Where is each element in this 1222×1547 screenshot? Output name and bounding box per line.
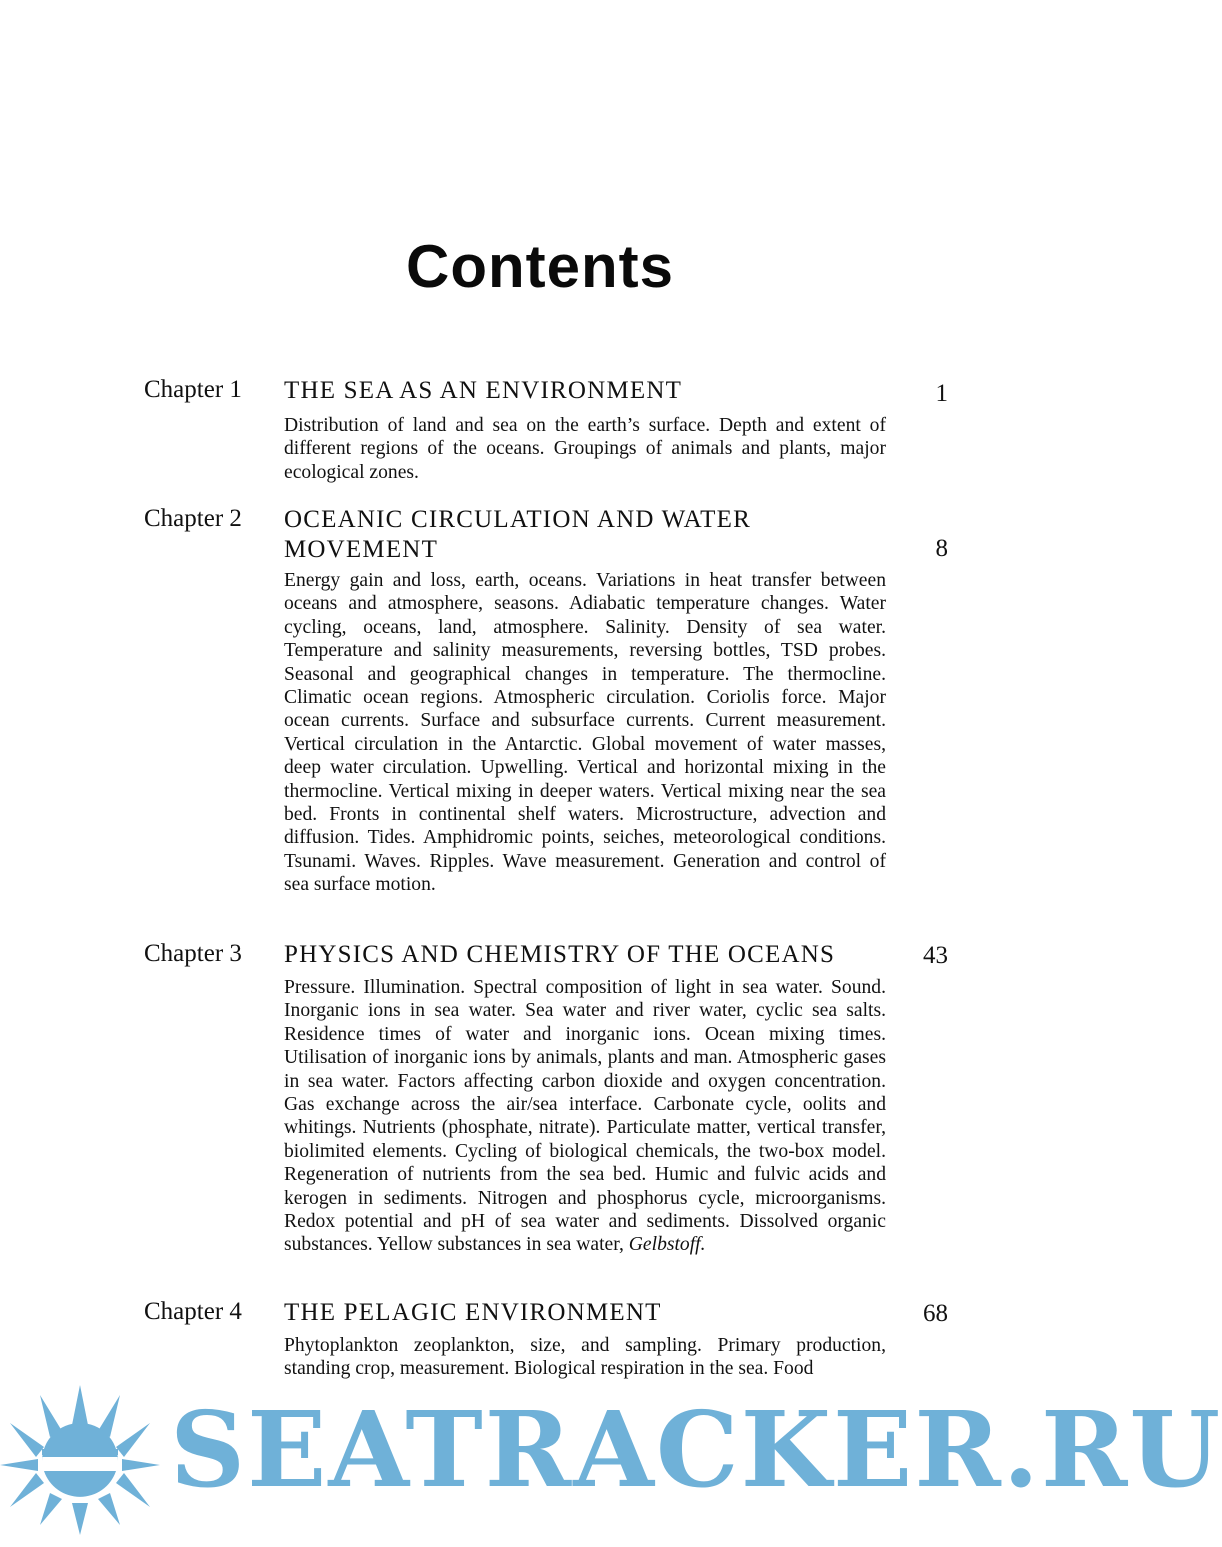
chapter-label: Chapter 1 (144, 376, 242, 403)
chapter-label: Chapter 3 (144, 940, 242, 967)
chapter-description: Energy gain and loss, earth, oceans. Variations in heat transfer between oceans and atmosphere, seasons. Adiabatic temperature changes. Water cycling, oceans, land, atmosphere. Salinity. Density of sea water. Temperature and salinity measurements, reversing bottles, TSD probes. Seasonal and geographical changes in temperature. The thermocline. Climatic ocean regions. Atmospheric circulation. Coriolis force. Major ocean currents. Surface and subsurface currents. Current measurement. Vertical circulation in the Antarctic. Global movement of water masses, deep water circulation. Upwelling. Vertical and horizontal mixing in the thermocline. Vertical mixing in deeper waters. Vertical mixing near the sea bed. Fronts in continental shelf waters. Microstructure, advection and diffusion. Tides. Amphidromic points, seiches, meteorological conditions. Tsunami. Waves. Ripples. Wave measurement. Generation and control of sea surface motion. (284, 570, 886, 896)
chapter-description (284, 976, 886, 1257)
chapter-page-number: 1 (935, 380, 948, 407)
chapter-title: THE PELAGIC ENVIRONMENT (284, 1299, 662, 1326)
page-title: Contents (406, 233, 674, 300)
chapter-description: Phytoplankton zeoplankton, size, and sampling. Primary production, standing crop, measurement. Biological respiration in the sea. Food (284, 1335, 886, 1380)
chapter-label: Chapter 4 (144, 1298, 242, 1325)
chapter-label: Chapter 2 (144, 505, 242, 532)
chapter-description-text: Pressure. Illumination. Spectral composition of light in sea water. Sound. Inorganic ions in sea water. Sea water and river water, cyclic sea salts. Residence times of water and inorganic ions. Ocean mixing times. Utilisation of inorganic ions by animals, plants and man. Atmospheric gases in sea water. Factors affecting carbon dioxide and oxygen concentration. Gas exchange across the air/sea interface. Carbonate cycle, oolits and whitings. Nutrients (phosphate, nitrate). Particulate matter, vertical transfer, biolimited elements. Cycling of biological chemicals, the two-box model. Regeneration of nutrients from the sea bed. Humic and fulvic acids and kerogen in sediments. Nitrogen and phosphorus cycle, microorganisms. Redox potential and pH of sea water and sediments. Dissolved organic substances. Yellow substances in sea water, (284, 977, 886, 1256)
chapter-page-number: 43 (923, 942, 948, 969)
chapter-description-italic: Gelbstoff. (628, 1234, 706, 1256)
chapter-title: OCEANIC CIRCULATION AND WATER MOVEMENT (284, 506, 751, 563)
chapter-title: PHYSICS AND CHEMISTRY OF THE OCEANS (284, 941, 836, 968)
chapter-description: Distribution of land and sea on the earth’s surface. Depth and extent of different regions of the oceans. Groupings of animals and plants, major ecological zones. (284, 415, 886, 483)
watermark-text: SEATRACKER.RU (170, 1388, 1222, 1511)
chapter-page-number: 68 (923, 1300, 948, 1327)
chapter-page-number: 8 (935, 535, 948, 562)
chapter-title: THE SEA AS AN ENVIRONMENT (284, 377, 683, 404)
